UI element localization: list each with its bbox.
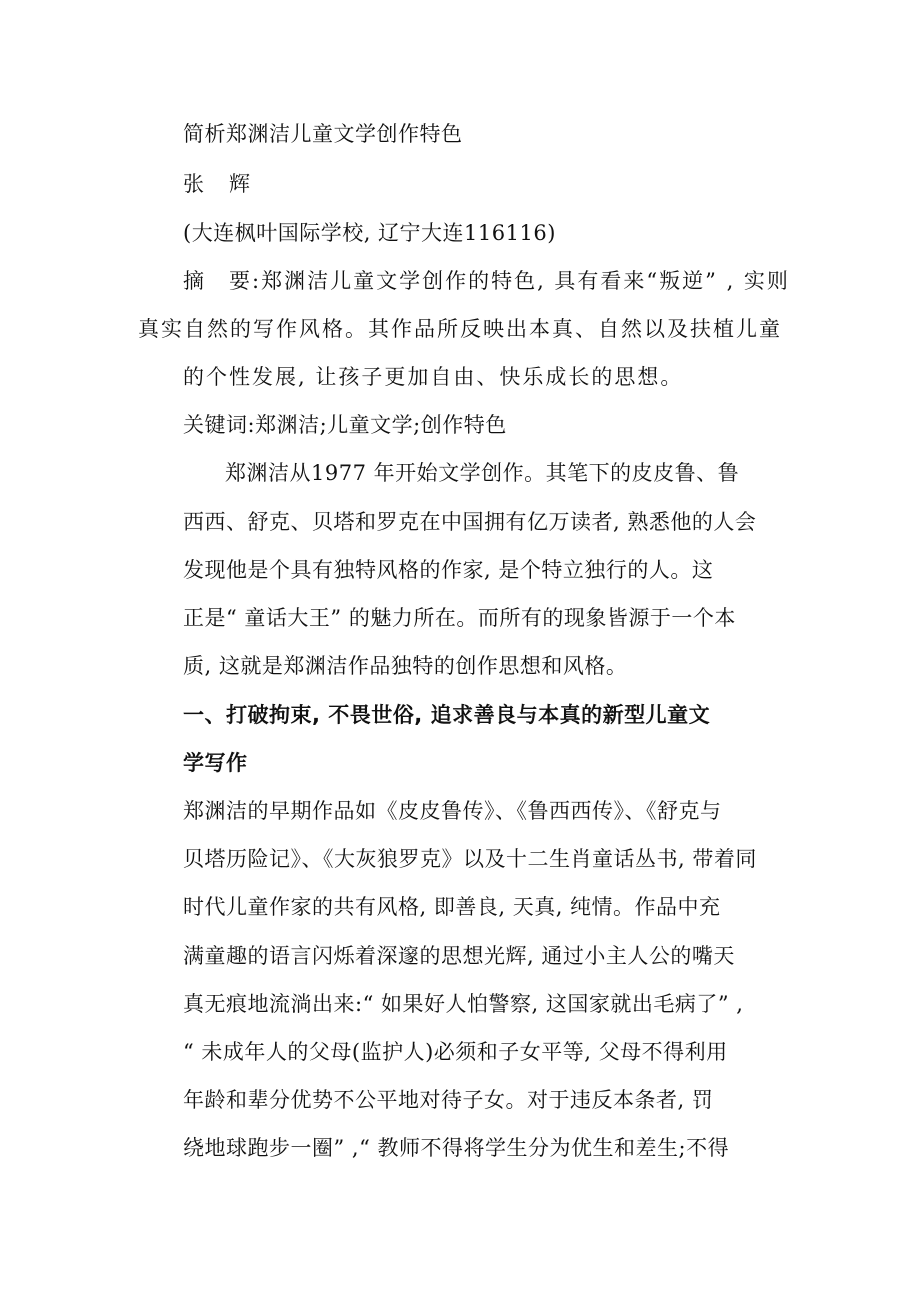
keywords: 关键词:郑渊洁;儿童文学;创作特色: [183, 413, 507, 437]
intro-line: 发现他是个具有独特风格的作家, 是个特立独行的人。这: [183, 558, 714, 582]
intro-line: 西西、舒克、贝塔和罗克在中国拥有亿万读者, 熟悉他的人会: [183, 510, 757, 534]
intro-line: 郑渊洁从1977 年开始文学创作。其笔下的皮皮鲁、鲁: [225, 461, 740, 485]
body-line: 绕地球跑步一圈” ,“ 教师不得将学生分为优生和差生;不得: [183, 1136, 730, 1160]
intro-line: 质, 这就是郑渊洁作品独特的创作思想和风格。: [183, 654, 628, 678]
abstract-line: 的个性发展, 让孩子更加自由、快乐成长的思想。: [183, 365, 684, 389]
body-line: 贝塔历险记》、《大灰狼罗克》以及十二生肖童话丛书, 带着同: [183, 847, 757, 871]
author-affiliation: (大连枫叶国际学校, 辽宁大连116116): [183, 221, 556, 245]
abstract-line: 摘 要:郑渊洁儿童文学创作的特色, 具有看来“叛逆” , 实则: [183, 269, 790, 293]
body-line: “ 未成年人的父母(监护人)必须和子女平等, 父母不得利用: [183, 1040, 728, 1064]
article-title: 简析郑渊洁儿童文学创作特色: [183, 122, 463, 146]
body-line: 年龄和辈分优势不公平地对待子女。对于违反本条者, 罚: [183, 1088, 714, 1112]
body-line: 满童趣的语言闪烁着深邃的思想光辉, 通过小主人公的嘴天: [183, 944, 735, 968]
intro-line: 正是“ 童话大王” 的魅力所在。而所有的现象皆源于一个本: [183, 606, 736, 630]
body-line: 时代儿童作家的共有风格, 即善良, 天真, 纯情。作品中充: [183, 895, 721, 919]
abstract-line: 真实自然的写作风格。其作品所反映出本真、自然以及扶植儿童: [138, 317, 782, 341]
section-heading: 学写作: [183, 751, 248, 775]
body-line: 真无痕地流淌出来:“ 如果好人怕警察, 这国家就出毛病了” ,: [183, 992, 744, 1016]
section-heading: 一、打破拘束, 不畏世俗, 追求善良与本真的新型儿童文: [183, 703, 711, 727]
body-line: 郑渊洁的早期作品如《皮皮鲁传》、《鲁西西传》、《舒克与: [183, 799, 722, 823]
author-name: 张 辉: [183, 172, 252, 196]
